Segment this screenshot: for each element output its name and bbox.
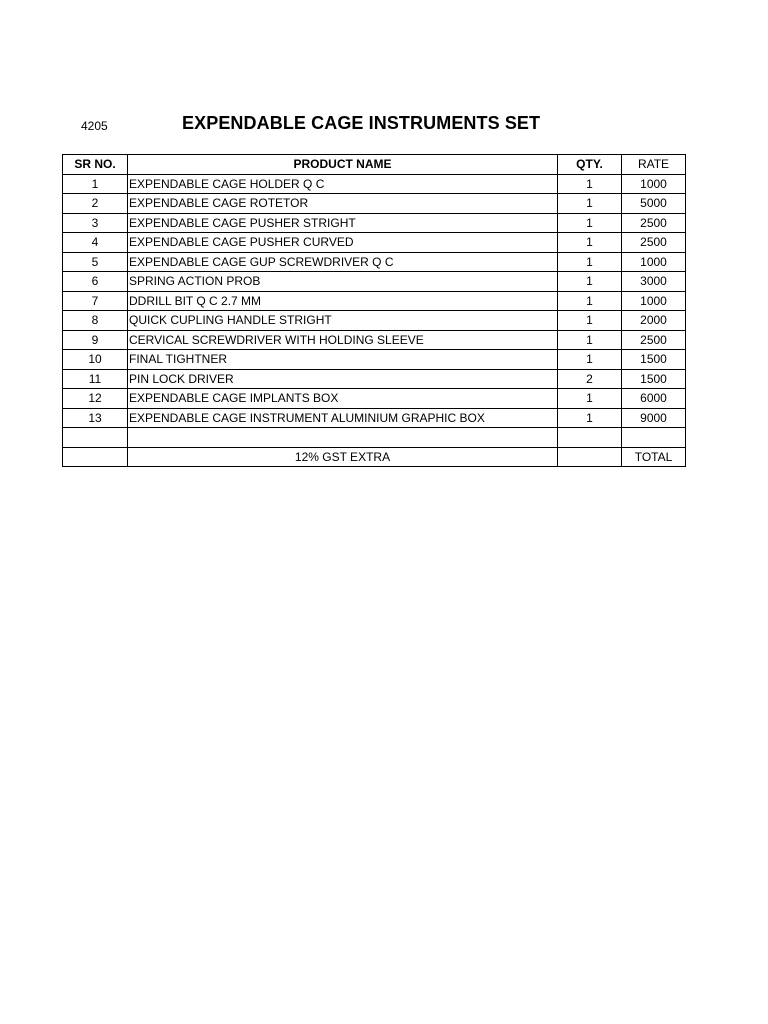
cell-sr: 3 [63, 213, 128, 233]
cell-product-name: EXPENDABLE CAGE INSTRUMENT ALUMINIUM GRAPHIC BOX [128, 408, 558, 428]
total-label: TOTAL [622, 447, 686, 467]
cell-product-name: DDRILL BIT Q C 2.7 MM [128, 291, 558, 311]
document-title: EXPENDABLE CAGE INSTRUMENTS SET [182, 113, 541, 133]
cell-rate: 1000 [622, 252, 686, 272]
cell-qty: 1 [558, 194, 622, 214]
cell-product-name: SPRING ACTION PROB [128, 272, 558, 292]
cell-sr: 13 [63, 408, 128, 428]
cell-rate: 6000 [622, 389, 686, 409]
table-row [63, 350, 686, 370]
table-row [63, 272, 686, 292]
table-row [63, 233, 686, 253]
cell-rate: 1000 [622, 174, 686, 194]
table-row [63, 389, 686, 409]
table-row [63, 174, 686, 194]
cell-rate: 3000 [622, 272, 686, 292]
empty-cell [63, 447, 128, 467]
table-row [63, 194, 686, 214]
cell-qty: 1 [558, 408, 622, 428]
cell-qty: 1 [558, 350, 622, 370]
cell-product-name: CERVICAL SCREWDRIVER WITH HOLDING SLEEVE [128, 330, 558, 350]
header-sr-no: SR NO. [63, 155, 128, 175]
empty-cell [558, 447, 622, 467]
cell-sr: 8 [63, 311, 128, 331]
cell-rate: 9000 [622, 408, 686, 428]
cell-sr: 4 [63, 233, 128, 253]
cell-sr: 11 [63, 369, 128, 389]
cell-qty: 2 [558, 369, 622, 389]
footer-row [63, 447, 686, 467]
cell-rate: 1000 [622, 291, 686, 311]
table-row [63, 252, 686, 272]
cell-product-name: EXPENDABLE CAGE PUSHER STRIGHT [128, 213, 558, 233]
cell-qty: 1 [558, 291, 622, 311]
header-qty: QTY. [558, 155, 622, 175]
cell-product-name: EXPENDABLE CAGE GUP SCREWDRIVER Q C [128, 252, 558, 272]
empty-cell [128, 428, 558, 448]
cell-rate: 2000 [622, 311, 686, 331]
table-row [63, 330, 686, 350]
cell-sr: 1 [63, 174, 128, 194]
cell-product-name: EXPENDABLE CAGE PUSHER CURVED [128, 233, 558, 253]
cell-qty: 1 [558, 330, 622, 350]
cell-product-name: PIN LOCK DRIVER [128, 369, 558, 389]
gst-note: 12% GST EXTRA [128, 447, 558, 467]
cell-sr: 10 [63, 350, 128, 370]
header-rate: RATE [622, 155, 686, 175]
table-row [63, 213, 686, 233]
cell-sr: 12 [63, 389, 128, 409]
table-body [63, 174, 686, 467]
table-row [63, 311, 686, 331]
table-header-row [63, 155, 686, 175]
cell-rate: 2500 [622, 213, 686, 233]
empty-cell [63, 428, 128, 448]
cell-qty: 1 [558, 233, 622, 253]
table-row [63, 408, 686, 428]
cell-rate: 5000 [622, 194, 686, 214]
cell-rate: 1500 [622, 350, 686, 370]
cell-product-name: QUICK CUPLING HANDLE STRIGHT [128, 311, 558, 331]
document-code: 4205 [81, 119, 108, 133]
cell-qty: 1 [558, 252, 622, 272]
table-row [63, 369, 686, 389]
cell-qty: 1 [558, 213, 622, 233]
price-table [62, 154, 686, 467]
cell-product-name: FINAL TIGHTNER [128, 350, 558, 370]
empty-cell [558, 428, 622, 448]
cell-sr: 9 [63, 330, 128, 350]
empty-cell [622, 428, 686, 448]
header-product-name: PRODUCT NAME [128, 155, 558, 175]
cell-rate: 2500 [622, 330, 686, 350]
cell-product-name: EXPENDABLE CAGE ROTETOR [128, 194, 558, 214]
cell-rate: 2500 [622, 233, 686, 253]
cell-product-name: EXPENDABLE CAGE HOLDER Q C [128, 174, 558, 194]
cell-qty: 1 [558, 389, 622, 409]
cell-sr: 5 [63, 252, 128, 272]
cell-qty: 1 [558, 272, 622, 292]
cell-sr: 6 [63, 272, 128, 292]
cell-product-name: EXPENDABLE CAGE IMPLANTS BOX [128, 389, 558, 409]
empty-row [63, 428, 686, 448]
cell-rate: 1500 [622, 369, 686, 389]
table-row [63, 291, 686, 311]
cell-sr: 2 [63, 194, 128, 214]
cell-sr: 7 [63, 291, 128, 311]
cell-qty: 1 [558, 174, 622, 194]
cell-qty: 1 [558, 311, 622, 331]
